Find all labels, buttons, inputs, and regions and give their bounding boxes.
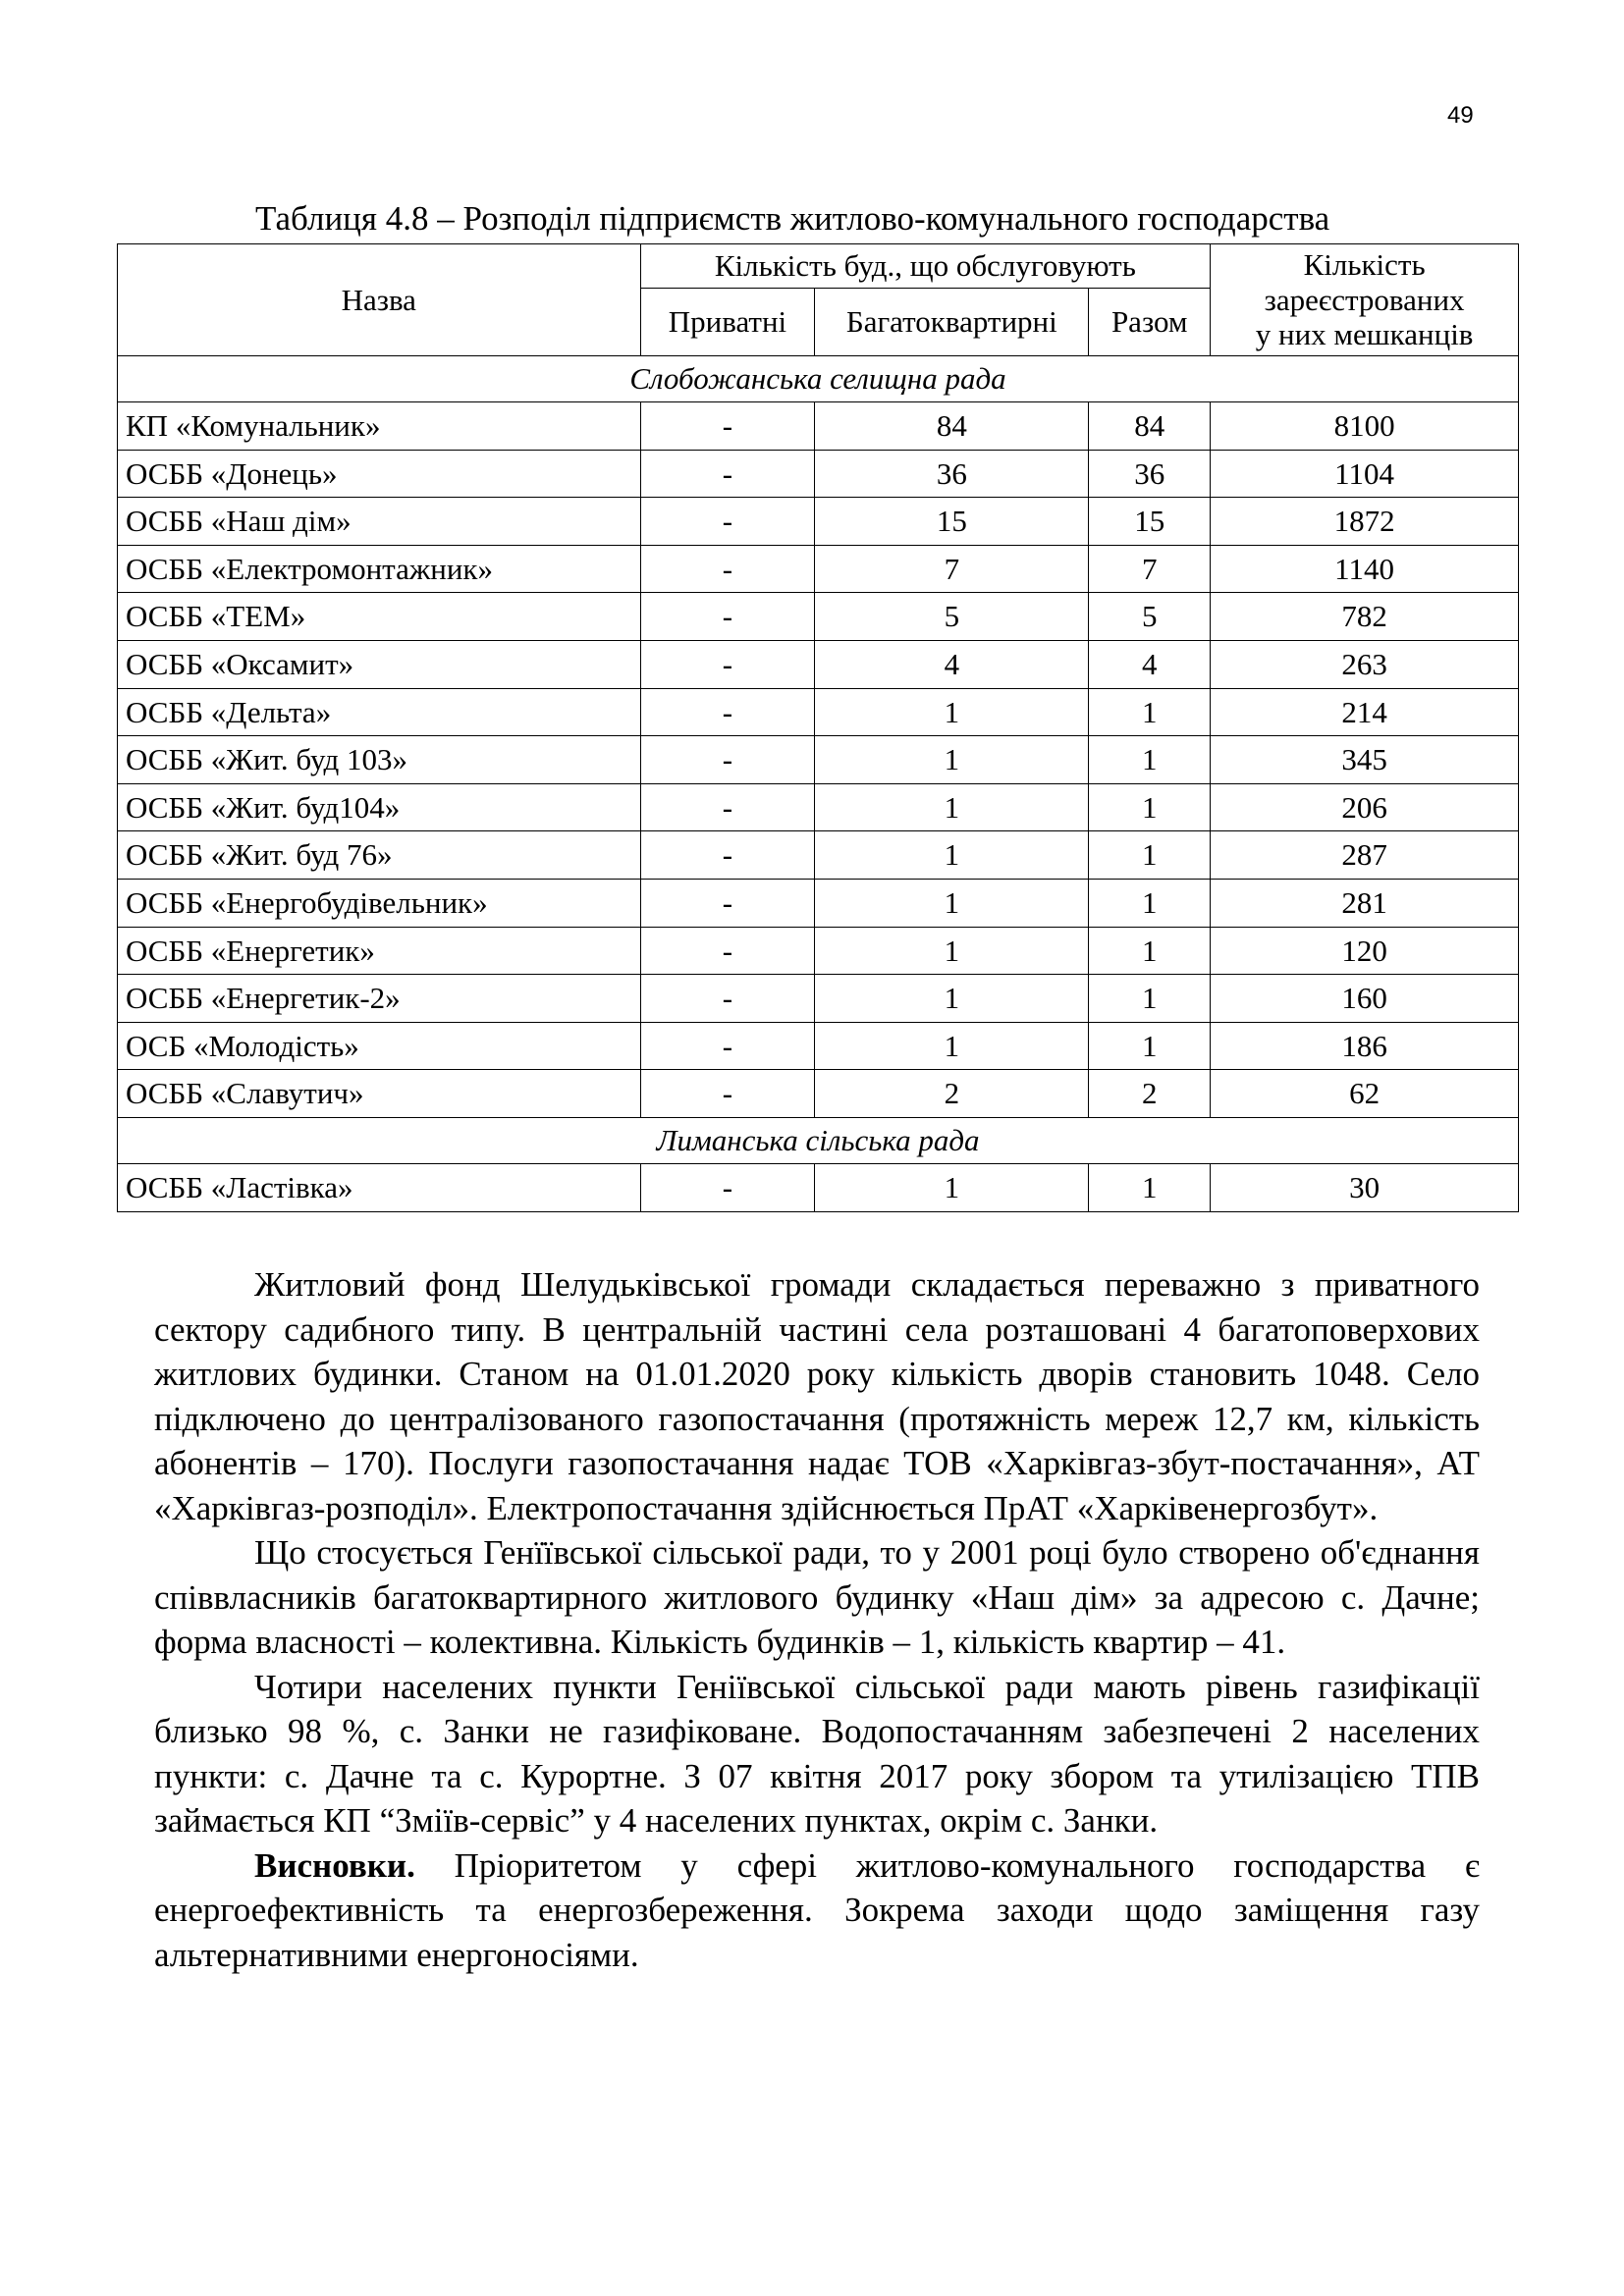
- cell-residents: 206: [1211, 783, 1519, 831]
- table-row: [118, 498, 1519, 546]
- cell-private: -: [640, 831, 815, 880]
- cell-multi: 1: [815, 927, 1089, 975]
- table-row: [118, 831, 1519, 880]
- header-residents-line3: у них мешканців: [1255, 317, 1474, 352]
- cell-total: 1: [1089, 927, 1211, 975]
- cell-enterprise-name: ОСББ «Дельта»: [118, 688, 641, 736]
- cell-private: -: [640, 1163, 815, 1211]
- table-row: [118, 402, 1519, 451]
- cell-private: -: [640, 545, 815, 593]
- cell-private: -: [640, 783, 815, 831]
- page-number: 49: [1447, 102, 1474, 129]
- table-row: [118, 736, 1519, 784]
- table-row: [118, 593, 1519, 641]
- cell-residents: 1104: [1211, 450, 1519, 498]
- cell-enterprise-name: ОСББ «Жит. буд104»: [118, 783, 641, 831]
- cell-private: -: [640, 450, 815, 498]
- cell-enterprise-name: ОСББ «Електромонтажник»: [118, 545, 641, 593]
- paragraph-1: [154, 1262, 1480, 1530]
- cell-private: -: [640, 498, 815, 546]
- cell-total: 7: [1089, 545, 1211, 593]
- paragraph-2: [154, 1530, 1480, 1665]
- cell-private: -: [640, 593, 815, 641]
- cell-multi: 1: [815, 736, 1089, 784]
- cell-total: 1: [1089, 831, 1211, 880]
- header-name: Назва: [118, 244, 641, 356]
- cell-enterprise-name: ОСББ «Енергетик-2»: [118, 975, 641, 1023]
- cell-residents: 1872: [1211, 498, 1519, 546]
- cell-private: -: [640, 736, 815, 784]
- cell-multi: 1: [815, 831, 1089, 880]
- cell-private: -: [640, 879, 815, 927]
- cell-total: 1: [1089, 1022, 1211, 1070]
- cell-total: 1: [1089, 736, 1211, 784]
- table-row: [118, 688, 1519, 736]
- cell-residents: 214: [1211, 688, 1519, 736]
- table-row: [118, 783, 1519, 831]
- cell-multi: 1: [815, 1163, 1089, 1211]
- cell-private: -: [640, 975, 815, 1023]
- cell-multi: 15: [815, 498, 1089, 546]
- conclusions-lead: Висновки.: [254, 1845, 415, 1885]
- cell-residents: 345: [1211, 736, 1519, 784]
- section-title: Слобожанська селищна рада: [118, 356, 1519, 402]
- table-row: [118, 1163, 1519, 1211]
- header-residents-line2: зареєстрованих: [1264, 282, 1465, 317]
- section-row: [118, 1117, 1519, 1163]
- cell-enterprise-name: ОСББ «Славутич»: [118, 1070, 641, 1118]
- cell-multi: 84: [815, 402, 1089, 451]
- cell-residents: 1140: [1211, 545, 1519, 593]
- cell-residents: 287: [1211, 831, 1519, 880]
- cell-residents: 8100: [1211, 402, 1519, 451]
- cell-private: -: [640, 688, 815, 736]
- cell-residents: 263: [1211, 640, 1519, 688]
- cell-multi: 7: [815, 545, 1089, 593]
- paragraph-3-text: Чотири населених пункти Геніївської сільської ради мають рівень газифікації близько 98 %, с. Занки не газифіковане. Водопостачанням забезпечені 2 населених пункти: с. Дачне та с. Курортне. З 07 квітня 2017 року збором та утилізацією ТПВ займається КП “Зміїв-сервіс” у 4 населених пунктах, окрім с. Занки.: [154, 1667, 1480, 1840]
- cell-enterprise-name: ОСББ «Жит. буд 76»: [118, 831, 641, 880]
- table-row: [118, 975, 1519, 1023]
- table-row: [118, 879, 1519, 927]
- table-row: [118, 1070, 1519, 1118]
- cell-residents: 62: [1211, 1070, 1519, 1118]
- cell-multi: 1: [815, 879, 1089, 927]
- cell-enterprise-name: ОСББ «Оксамит»: [118, 640, 641, 688]
- cell-multi: 2: [815, 1070, 1089, 1118]
- table-row: [118, 545, 1519, 593]
- cell-multi: 36: [815, 450, 1089, 498]
- cell-total: 1: [1089, 1163, 1211, 1211]
- header-total: Разом: [1089, 289, 1211, 356]
- paragraph-2-text: Що стосується Генїївської сільської ради, то у 2001 році було створено об'єднання співвласників багатоквартирного житлового будинку «Наш дім» за адресою с. Дачне; форма власності – колективна. Кількість будинків – 1, кількість квартир – 41.: [154, 1533, 1480, 1661]
- conclusions-text: Пріоритетом у сфері житлово-комунального господарства є енергоефективність та енергозбереження. Зокрема заходи щодо заміщення газу альтернативними енергоносіями.: [154, 1845, 1480, 1974]
- section-row: [118, 356, 1519, 402]
- paragraph-3: [154, 1665, 1480, 1843]
- cell-total: 5: [1089, 593, 1211, 641]
- cell-total: 1: [1089, 879, 1211, 927]
- cell-multi: 1: [815, 975, 1089, 1023]
- cell-private: -: [640, 640, 815, 688]
- cell-enterprise-name: ОСББ «Наш дім»: [118, 498, 641, 546]
- cell-residents: 782: [1211, 593, 1519, 641]
- cell-multi: 5: [815, 593, 1089, 641]
- cell-multi: 1: [815, 688, 1089, 736]
- paragraph-conclusions: [154, 1843, 1480, 1978]
- cell-total: 4: [1089, 640, 1211, 688]
- cell-enterprise-name: ОСББ «Донець»: [118, 450, 641, 498]
- header-buildings-group: Кількість буд., що обслуговують: [640, 244, 1211, 289]
- cell-total: 1: [1089, 783, 1211, 831]
- cell-private: -: [640, 1070, 815, 1118]
- header-residents-line1: Кількість: [1303, 247, 1426, 283]
- cell-total: 36: [1089, 450, 1211, 498]
- cell-enterprise-name: ОСББ «ТЕМ»: [118, 593, 641, 641]
- cell-multi: 4: [815, 640, 1089, 688]
- enterprises-table: [117, 243, 1519, 1212]
- header-multi: Багатоквартирні: [815, 289, 1089, 356]
- table-row: [118, 450, 1519, 498]
- cell-private: -: [640, 1022, 815, 1070]
- cell-enterprise-name: ОСББ «Жит. буд 103»: [118, 736, 641, 784]
- cell-enterprise-name: ОСББ «Енергобудівельник»: [118, 879, 641, 927]
- table-row: [118, 927, 1519, 975]
- cell-private: -: [640, 927, 815, 975]
- body-text: [154, 1262, 1480, 1977]
- cell-total: 2: [1089, 1070, 1211, 1118]
- cell-private: -: [640, 402, 815, 451]
- table-header-row: [118, 244, 1519, 289]
- section-title: Лиманська сільська рада: [118, 1117, 1519, 1163]
- header-private: Приватні: [640, 289, 815, 356]
- cell-total: 1: [1089, 975, 1211, 1023]
- cell-residents: 160: [1211, 975, 1519, 1023]
- cell-multi: 1: [815, 1022, 1089, 1070]
- header-residents: [1211, 244, 1519, 356]
- table-row: [118, 1022, 1519, 1070]
- cell-total: 1: [1089, 688, 1211, 736]
- table-row: [118, 640, 1519, 688]
- cell-enterprise-name: ОСБ «Молодість»: [118, 1022, 641, 1070]
- cell-residents: 120: [1211, 927, 1519, 975]
- cell-residents: 30: [1211, 1163, 1519, 1211]
- paragraph-1-text: Житловий фонд Шелудьківської громади складається переважно з приватного сектору садибного типу. В центральній частині села розташовані 4 багатоповерхових житлових будинки. Станом на 01.01.2020 року кількість дворів становить 1048. Село підключено до централізованого газопостачання (протяжність мереж 12,7 км, кількість абонентів – 170). Послуги газопостачання надає ТОВ «Харківгаз-збут-постачання», АТ «Харківгаз-розподіл». Електропостачання здійснюється ПрАТ «Харківенергозбут».: [154, 1265, 1480, 1527]
- cell-total: 15: [1089, 498, 1211, 546]
- cell-residents: 186: [1211, 1022, 1519, 1070]
- cell-multi: 1: [815, 783, 1089, 831]
- table-caption: Таблиця 4.8 – Розподіл підприємств житлово-комунального господарства: [255, 199, 1330, 238]
- cell-enterprise-name: ОСББ «Ластівка»: [118, 1163, 641, 1211]
- cell-residents: 281: [1211, 879, 1519, 927]
- cell-enterprise-name: КП «Комунальник»: [118, 402, 641, 451]
- cell-enterprise-name: ОСББ «Енергетик»: [118, 927, 641, 975]
- cell-total: 84: [1089, 402, 1211, 451]
